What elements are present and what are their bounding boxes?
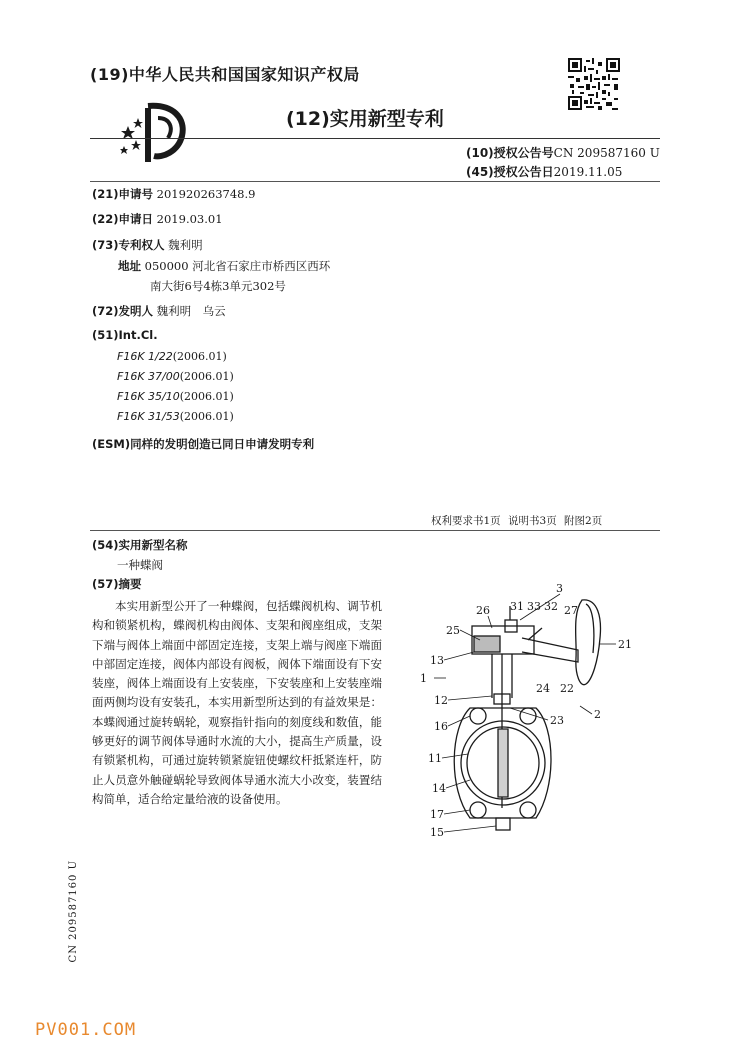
side-publication-number: CN 209587160 U	[68, 860, 79, 963]
figure-label: 22	[560, 682, 574, 695]
butterfly-valve-drawing	[410, 578, 650, 848]
ipc-code: F16K 37/00(2006.01)	[117, 370, 234, 383]
publication-date: (45)授权公告日2019.11.05	[466, 165, 623, 179]
figure-label: 15	[430, 826, 444, 839]
figure-label: 25	[446, 624, 460, 637]
figure-label: 16	[434, 720, 448, 733]
biblio-top-rule	[90, 181, 660, 182]
esm-note: (ESM)同样的发明创造已同日申请发明专利	[92, 437, 315, 451]
ipc-code: F16K 1/22(2006.01)	[117, 350, 227, 363]
figure-label: 12	[434, 694, 448, 707]
figure-label: 14	[432, 782, 446, 795]
abstract-label: (57)摘要	[92, 577, 142, 591]
figure-label: 21	[618, 638, 632, 651]
owner-address: 地址 050000 河北省石家庄市桥西区西环	[118, 259, 331, 273]
abstract-top-rule	[90, 530, 660, 531]
figure-label: 17	[430, 808, 444, 821]
source-watermark: PV001.COM	[35, 1020, 137, 1040]
page-count-info: 权利要求书1页 说明书3页 附图2页	[431, 515, 603, 527]
figure-label: 24	[536, 682, 550, 695]
figure-label: 11	[428, 752, 442, 765]
office-name: (19)中华人民共和国国家知识产权局	[90, 65, 360, 84]
application-date: (22)申请日 2019.03.01	[92, 212, 223, 226]
abstract-text: 本实用新型公开了一种蝶阀，包括蝶阀机构、调节机构和锁紧机构，蝶阀机构由阀体、支架和阀座组成，支架下端与阀体上端面中部固定连接，支架上端与阀座下端面中部固定连接，阀体内部设有阀板，阀体下端面设有下安装座，阀体上端面设有上安装座，下安装座和上安装座端面两侧均设有安装孔，本实用新型所达到的有益效果是：本蝶阀通过旋转蜗轮，观察指针指向的刻度线和数值，能够更好的调节阀体导通时水流的大小，提高生产质量，设有锁紧机构，可通过旋转锁紧旋钮使螺纹杆抵紧连杆，防止人员意外触碰蜗轮导致阀体导通水流大小改变，装置结构简单，适合给定量给液的设备使用。	[92, 599, 382, 806]
figure-label: 2	[594, 708, 601, 721]
figure-label: 26	[476, 604, 490, 617]
ipc-code: F16K 35/10(2006.01)	[117, 390, 234, 403]
figure-label: 1	[420, 672, 427, 685]
ipc-code: F16K 31/53(2006.01)	[117, 410, 234, 423]
application-number: (21)申请号 201920263748.9	[92, 187, 256, 201]
figure-label: 31	[510, 600, 524, 613]
header-divider	[90, 138, 660, 139]
figure-label: 13	[430, 654, 444, 667]
figure-label: 23	[550, 714, 564, 727]
figure-label: 33	[527, 600, 541, 613]
cnipa-logo-icon	[118, 96, 190, 168]
int-cl-label: (51)Int.Cl.	[92, 328, 158, 342]
patent-owner: (73)专利权人 魏利明	[92, 238, 203, 252]
figure-label: 27	[564, 604, 578, 617]
figure-label: 3	[556, 582, 563, 595]
figure-label: 32	[544, 600, 558, 613]
utility-model-title: 一种蝶阀	[117, 558, 163, 572]
patent-type-title: (12)实用新型专利	[286, 108, 444, 130]
qr-code-icon	[568, 58, 620, 110]
utility-model-title-label: (54)实用新型名称	[92, 538, 188, 552]
owner-address-line2: 南大街6号4栋3单元302号	[150, 279, 286, 293]
publication-number: (10)授权公告号CN 209587160 U	[466, 146, 660, 160]
inventors: (72)发明人 魏利明 乌云	[92, 304, 226, 318]
